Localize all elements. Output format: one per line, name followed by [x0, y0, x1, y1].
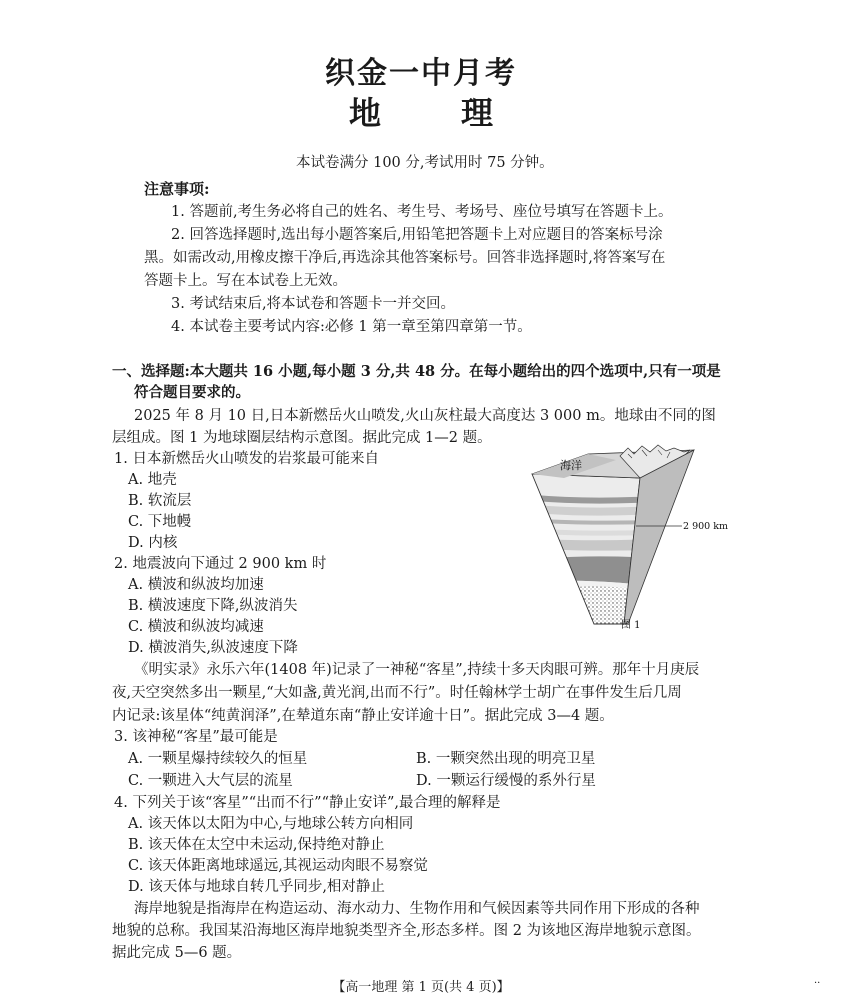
q1-option-c: C. 下地幔	[128, 514, 192, 530]
subject-title	[0, 88, 842, 134]
q1-stem: 1. 日本新燃岳火山喷发的岩浆最可能来自	[114, 451, 379, 467]
q1-option-b: B. 软流层	[128, 493, 192, 509]
earth-layers-figure	[524, 442, 744, 642]
q2-option-b: B. 横波速度下降,纵波消失	[128, 598, 298, 614]
q3-option-a: A. 一颗星爆持续较久的恒星	[128, 751, 308, 767]
note-line-1: 1. 答题前,考生务必将自己的姓名、考生号、考场号、座位号填写在答题卡上。	[171, 204, 673, 220]
section-heading-line-2: 符合题目要求的。	[134, 384, 250, 401]
q2-option-a: A. 横波和纵波均加速	[128, 577, 264, 593]
page-footer: 【高一地理 第 1 页(共 4 页)】	[332, 980, 510, 995]
q1-option-d: D. 内核	[128, 535, 178, 551]
depth-label: 2 900 km	[683, 521, 728, 532]
note-line-2: 2. 回答选择题时,选出每小题答案后,用铅笔把答题卡上对应题目的答案标号涂	[171, 227, 663, 243]
passage2-line-1: 《明实录》永乐六年(1408 年)记录了一神秘“客星”,持续十多天肉眼可辨。那年十月庚辰	[134, 662, 700, 678]
subject-char-2: 理	[461, 94, 494, 132]
q2-stem: 2. 地震波向下通过 2 900 km 时	[114, 556, 327, 572]
figure-caption: 图 1	[621, 620, 641, 631]
q2-option-d: D. 横波消失,纵波速度下降	[128, 640, 298, 656]
q1-option-a: A. 地壳	[128, 472, 177, 488]
passage3-line-2: 地貌的总称。我国某沿海地区海岸地貌类型齐全,形态多样。图 2 为该地区海岸地貌示意图。	[112, 923, 701, 939]
q4-option-d: D. 该天体与地球自转几乎同步,相对静止	[128, 879, 385, 895]
q4-option-b: B. 该天体在太空中未运动,保持绝对静止	[128, 837, 385, 853]
passage2-line-3: 内记录:该星体“纯黄润泽”,在辇道东南“静止安详逾十日”。据此完成 3—4 题。	[112, 708, 614, 724]
q4-option-c: C. 该天体距离地球遥远,其视运动肉眼不易察觉	[128, 858, 428, 874]
passage2-line-2: 夜,天空突然多出一颗星,“大如盏,黄光润,出而不行”。时任翰林学士胡广在事件发生后几周	[112, 685, 682, 701]
footer-mark: ··	[814, 978, 821, 989]
subject-char-1: 地	[348, 94, 381, 132]
note-line-3: 黑。如需改动,用橡皮擦干净后,再选涂其他答案标号。回答非选择题时,将答案写在	[144, 250, 666, 266]
notes-heading: 注意事项:	[144, 180, 210, 198]
q3-option-b: B. 一颗突然出现的明亮卫星	[416, 751, 596, 767]
q4-option-a: A. 该天体以太阳为中心,与地球公转方向相同	[128, 816, 414, 832]
note-line-4: 答题卡上。写在本试卷上无效。	[144, 273, 347, 289]
exam-info: 本试卷满分 100 分,考试用时 75 分钟。	[296, 155, 554, 171]
passage3-line-3: 据此完成 5—6 题。	[112, 945, 242, 961]
section-heading-line-1: 一、选择题:本大题共 16 小题,每小题 3 分,共 48 分。在每小题给出的四个选项中,只有一项是	[112, 363, 721, 380]
q2-option-c: C. 横波和纵波均减速	[128, 619, 264, 635]
q4-stem: 4. 下列关于该“客星”“出而不行”“静止安详”,最合理的解释是	[114, 795, 501, 811]
school-title: 织金一中月考	[325, 56, 517, 91]
q3-stem: 3. 该神秘“客星”最可能是	[114, 729, 278, 745]
passage3-line-1: 海岸地貌是指海岸在构造运动、海水动力、生物作用和气候因素等共同作用下形成的各种	[134, 901, 700, 917]
q3-option-d: D. 一颗运行缓慢的系外行星	[416, 773, 596, 789]
passage1-line-1: 2025 年 8 月 10 日,日本新燃岳火山喷发,火山灰柱最大高度达 3 000 m。地球由不同的图	[134, 408, 716, 424]
note-line-6: 4. 本试卷主要考试内容:必修 1 第一章至第四章第一节。	[171, 319, 532, 335]
q3-option-c: C. 一颗进入大气层的流星	[128, 773, 293, 789]
passage1-line-2: 层组成。图 1 为地球圈层结构示意图。据此完成 1—2 题。	[112, 430, 492, 446]
note-line-5: 3. 考试结束后,将本试卷和答题卡一并交回。	[171, 296, 456, 312]
ocean-label: 海洋	[560, 459, 582, 472]
